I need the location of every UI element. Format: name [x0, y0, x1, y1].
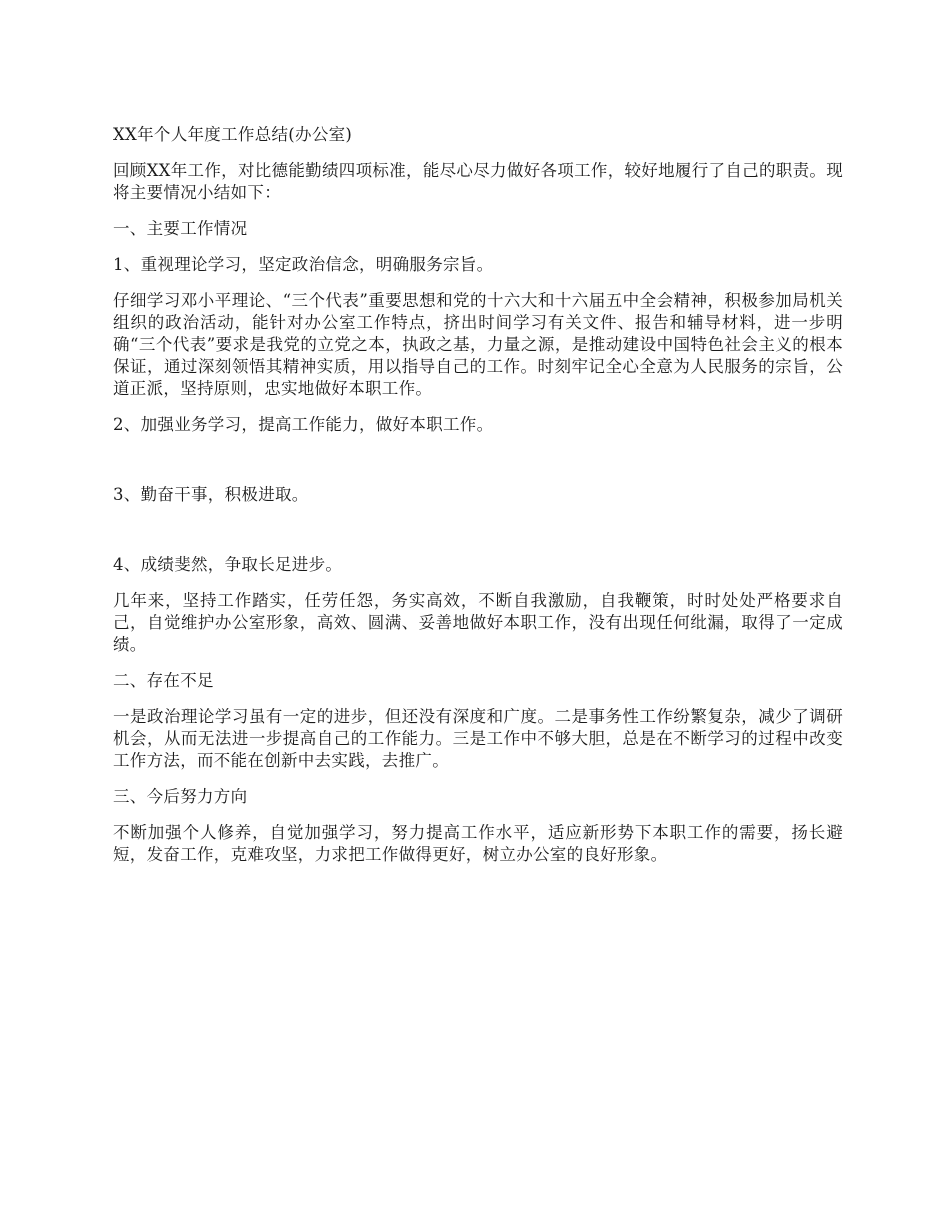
- intro-paragraph: 回顾XX年工作，对比德能勤绩四项标准，能尽心尽力做好各项工作，较好地履行了自己的职责。现将主要情况小结如下：: [113, 161, 843, 202]
- section-heading-future-direction: 三、今后努力方向: [113, 787, 248, 806]
- item-heading-business-study: 2、加强业务学习，提高工作能力，做好本职工作。: [113, 415, 494, 434]
- section-heading-main-work: 一、主要工作情况: [113, 219, 248, 238]
- item-body-theory-study: 仔细学习邓小平理论、“三个代表”重要思想和党的十六大和十六届五中全会精神，积极参加局机关组织的政治活动，能针对办公室工作特点，挤出时间学习有关文件、报告和辅导材料，进一步明确“三个代表”要求是我党的立党之本，执政之基，力量之源，是推动建设中国特色社会主义的根本保证，通过深刻领悟其精神实质，用以指导自己的工作。时刻牢记全心全意为人民服务的宗旨，公道正派，坚持原则，忠实地做好本职工作。: [113, 291, 843, 398]
- item-heading-achievements: 4、成绩斐然，争取长足进步。: [113, 555, 343, 574]
- item-heading-theory-study: 1、重视理论学习，坚定政治信念，明确服务宗旨。: [113, 255, 494, 274]
- section-body-shortcomings: 一是政治理论学习虽有一定的进步，但还没有深度和广度。二是事务性工作纷繁复杂，减少了调研机会，从而无法进一步提高自己的工作能力。三是工作中不够大胆，总是在不断学习的过程中改变工作方法，而不能在创新中去实践，去推广。: [113, 707, 843, 770]
- section-heading-shortcomings: 二、存在不足: [113, 671, 214, 690]
- document-title: XX年个人年度工作总结(办公室): [113, 125, 353, 144]
- item-heading-diligence: 3、勤奋干事，积极进取。: [113, 485, 309, 504]
- item-body-achievements: 几年来，坚持工作踏实，任劳任怨，务实高效，不断自我激励，自我鞭策，时时处处严格要求自己，自觉维护办公室形象，高效、圆满、妥善地做好本职工作，没有出现任何纰漏，取得了一定成绩。: [113, 591, 843, 654]
- document-page: [113, 124, 843, 880]
- section-body-future-direction: 不断加强个人修养，自觉加强学习，努力提高工作水平，适应新形势下本职工作的需要，扬长避短，发奋工作，克难攻坚，力求把工作做得更好，树立办公室的良好形象。: [113, 823, 843, 864]
